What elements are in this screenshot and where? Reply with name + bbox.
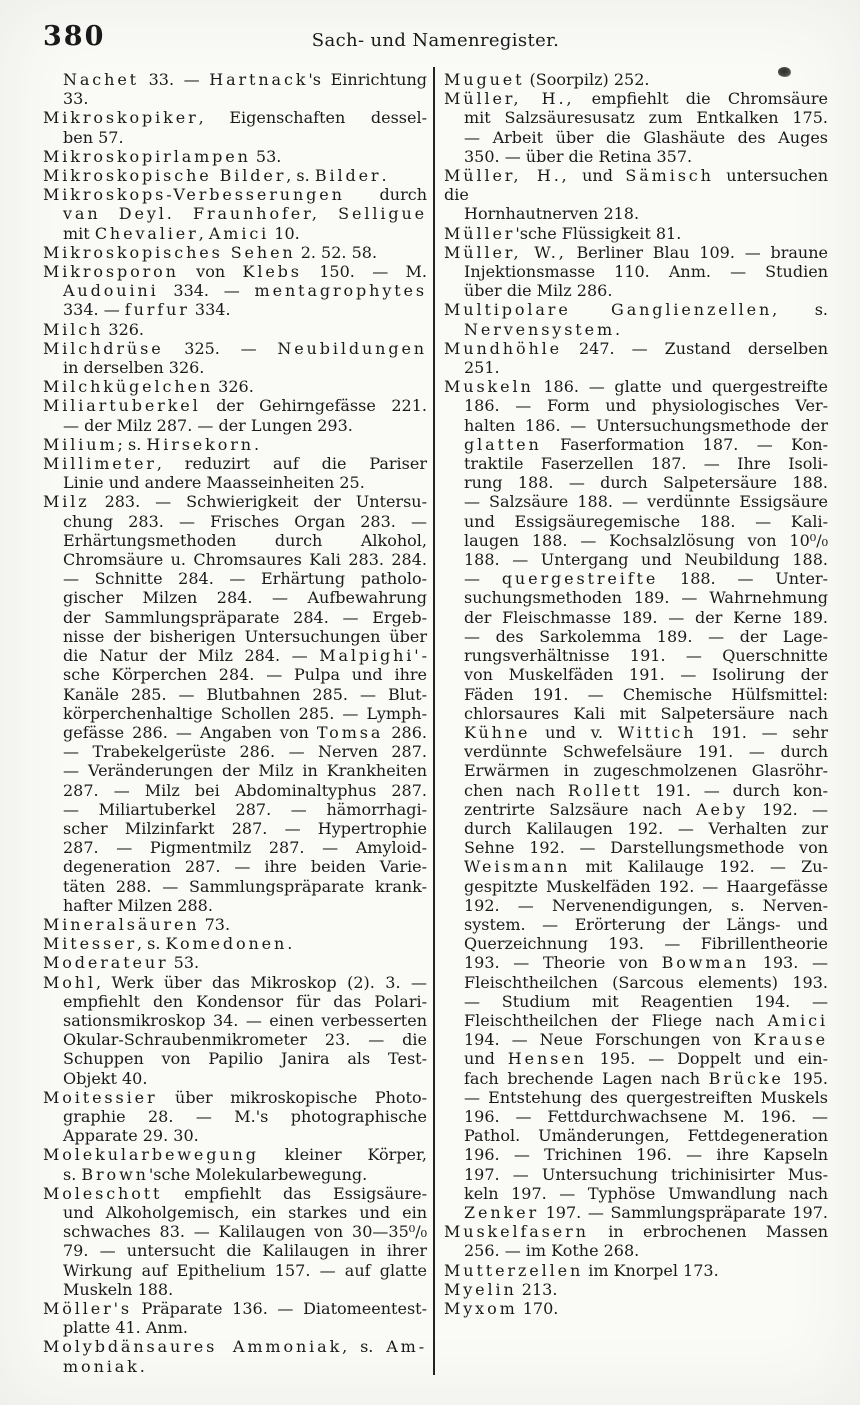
index-line: 194. — Neue Forschungen von Krause (464, 1030, 828, 1050)
index-line: 33. (63, 89, 89, 109)
index-line: Fäden 191. — Chemische Hülfsmittel: (464, 684, 828, 704)
index-line: 79. — untersucht die Kalilaugen in ihrer (63, 1241, 427, 1261)
index-line: ben 57. (63, 127, 124, 147)
index-line: von Muskelfäden 191. — Isolirung der (464, 665, 828, 685)
index-line: Moitessier über mikroskopische Photo- (43, 1087, 427, 1107)
index-line: Schuppen von Papilio Janira als Test- (63, 1049, 427, 1069)
index-line: Milch 326. (43, 319, 145, 339)
index-line: Nachet 33. — Hartnack's Einrichtung (63, 70, 428, 89)
index-line: 350. — über die Retina 357. (464, 146, 693, 166)
index-line: Wirkung auf Epithelium 157. — auf glatte (63, 1260, 427, 1280)
index-line: Miliartuberkel der Gehirngefässe 221. (43, 396, 427, 416)
index-line: 197. — Untersuchung trichinisirter Mus- (464, 1164, 828, 1184)
index-line: Millimeter, reduzirt auf die Pariser (43, 454, 427, 474)
index-column-left (43, 70, 427, 1376)
index-line: — des Sarkolemma 189. — der Lage- (464, 626, 828, 646)
index-line: Pathol. Umänderungen, Fettdegeneration (464, 1126, 828, 1146)
index-line: van Deyl. Fraunhofer, Selligue (63, 204, 427, 224)
index-line: gefässe 286. — Angaben von Tomsa 286. (63, 722, 427, 742)
index-line: chlorsaures Kali mit Salpetersäure nach (464, 703, 828, 723)
index-line: verdünnte Schwefelsäure 191. — durch (464, 742, 828, 762)
index-line: 196. — Fettdurchwachsene M. 196. — (464, 1106, 828, 1126)
index-line: Müller, H., empfiehlt die Chromsäure (444, 89, 828, 109)
index-line: Mikroskopisches Sehen 2. 52. 58. (43, 242, 378, 262)
index-line: Mundhöhle 247. — Zustand derselben (444, 338, 828, 358)
index-line: Objekt 40. (63, 1068, 148, 1088)
index-line: traktile Faserzellen 187. — Ihre Isoli- (464, 454, 828, 474)
index-line: Milchkügelchen 326. (43, 377, 254, 397)
index-line: Muskeln 188. (63, 1279, 174, 1299)
index-line: Milchdrüse 325. — Neubildungen (43, 338, 427, 358)
index-line: suchungsmethoden 189. — Wahrnehmung (464, 588, 828, 608)
index-line: — Entstehung des quergestreiften Muskels (464, 1087, 828, 1107)
index-line: Chromsäure u. Chromsaures Kali 283. 284. (63, 550, 427, 570)
index-line: Mikroskopirlampen 53. (43, 146, 282, 166)
index-line: 287. — Pigmentmilz 287. — Amyloid- (63, 838, 427, 858)
index-line: Möller's Präparate 136. — Diatomeentest- (43, 1299, 427, 1318)
index-line: 251. (464, 358, 500, 378)
index-line: mit Chevalier, Amici 10. (63, 223, 300, 243)
index-line: Injektionsmasse 110. Anm. — Studien (464, 262, 828, 282)
index-line: Apparate 29. 30. (63, 1126, 199, 1146)
index-line: über die Milz 286. (464, 281, 613, 301)
index-line: Mikroskopische Bilder, s. Bilder. (43, 166, 387, 186)
index-line: — Miliartuberkel 287. — hämorrhagi- (63, 799, 427, 819)
index-line: Milz 283. — Schwierigkeit der Untersu- (43, 492, 427, 512)
index-line: Fleischtheilchen der Fliege nach Amici (464, 1010, 828, 1030)
index-line: — Schnitte 284. — Erhärtung patholo- (63, 569, 427, 589)
index-line: rungsverhältnisse 191. — Querschnitte (464, 646, 828, 666)
index-line: Mikroskopiker, Eigenschaften dessel- (43, 108, 427, 128)
index-line: Querzeichnung 193. — Fibrillentheorie (464, 934, 828, 954)
index-line: der Fleischmasse 189. — der Kerne 189. (464, 607, 828, 627)
index-line: und Hensen 195. — Doppelt und ein- (464, 1049, 829, 1069)
index-line: Weismann mit Kalilauge 192. — Zu- (464, 857, 828, 877)
index-line: Myxom 170. (444, 1299, 559, 1318)
index-line: Mineralsäuren 73. (43, 914, 231, 934)
index-line: 287. — Milz bei Abdominaltyphus 287. (63, 780, 427, 800)
index-line: Moleschott empfiehlt das Essigsäure- (43, 1183, 427, 1203)
index-line: die Natur der Milz 284. — Malpighi'- (63, 646, 427, 666)
index-line: scher Milzinfarkt 287. — Hypertrophie (63, 818, 427, 838)
index-line: Myelin 213. (444, 1279, 558, 1299)
index-line: hafter Milzen 288. (63, 895, 213, 915)
index-line: glatten Faserformation 187. — Kon- (464, 434, 828, 454)
index-line: Moderateur 53. (43, 953, 200, 973)
index-line: nisse der bisherigen Untersuchungen über (63, 626, 427, 646)
index-line: Müller, H., und Sämisch untersuchen die (444, 166, 829, 205)
index-line: mit Salzsäuresusatz zum Entkalken 175. (464, 108, 828, 128)
index-line: empfiehlt den Kondensor für das Polari- (63, 991, 427, 1011)
index-line: Molekularbewegung kleiner Körper, (43, 1145, 427, 1165)
index-line: Mitesser, s. Komedonen. (43, 934, 293, 954)
index-line: Linie und andere Maasseinheiten 25. (63, 473, 365, 493)
index-line: degeneration 287. — ihre beiden Varie- (63, 857, 427, 877)
index-line: Kühne und v. Wittich 191. — sehr (464, 722, 829, 742)
index-line: der Sammlungspräparate 284. — Ergeb- (63, 607, 427, 627)
index-line: halten 186. — Untersuchungsmethode der (464, 415, 828, 435)
index-line: zentrirte Salzsäure nach Aeby 192. — (464, 799, 829, 819)
index-line: täten 288. — Sammlungspräparate krank- (63, 876, 427, 896)
index-line: Müller, W., Berliner Blau 109. — braune (444, 242, 828, 262)
index-line: 186. — Form und physiologisches Ver- (464, 396, 828, 416)
index-line: Nervensystem. (464, 319, 621, 339)
index-line: Molybdänsaures Ammoniak, s. Am- (43, 1337, 427, 1357)
index-line: schwaches 83. — Kalilaugen von 30—35⁰/₀ (63, 1222, 427, 1242)
index-line: — Veränderungen der Milz in Krankheiten (63, 761, 427, 781)
index-line: laugen 188. — Kochsalzlösung von 10⁰/₀ (464, 530, 828, 550)
index-line: Mikroskops-Verbesserungen durch (43, 185, 427, 205)
index-line: in derselben 326. (63, 358, 205, 378)
index-line: s. Brown'sche Molekularbewegung. (63, 1164, 368, 1184)
index-line: Milium; s. Hirsekorn. (43, 434, 260, 454)
index-line: — der Milz 287. — der Lungen 293. (63, 415, 353, 435)
index-line: — quergestreifte 188. — Unter- (464, 569, 828, 589)
index-line: 188. — Untergang und Neubildung 188. (464, 550, 828, 570)
index-line: Erwärmen in zugeschmolzenen Glasröhr- (464, 761, 828, 781)
index-line: Erhärtungsmethoden durch Alkohol, (63, 530, 427, 550)
index-line: durch Kalilaugen 192. — Verhalten zur (464, 818, 828, 838)
index-line: Multipolare Ganglienzellen, s. (444, 300, 828, 320)
index-line: — Trabekelgerüste 286. — Nerven 287. (63, 742, 427, 762)
index-line: Muskeln 186. — glatte und quergestreifte (444, 377, 828, 397)
index-line: 256. — im Kothe 268. (464, 1241, 640, 1261)
index-line: Audouini 334. — mentagrophytes (63, 281, 427, 301)
index-line: 193. — Theorie von Bowman 193. — (464, 953, 828, 973)
index-line: graphie 28. — M.'s photographische (63, 1106, 427, 1126)
column-divider (433, 67, 435, 1375)
index-line: sationsmikroskop 34. — einen verbesserten (63, 1010, 427, 1030)
page-header (43, 22, 828, 56)
index-line: und Alkoholgemisch, ein starkes und ein (63, 1202, 427, 1222)
index-line: Hornhautnerven 218. (464, 204, 640, 224)
index-line: chen nach Rollett 191. — durch kon- (464, 780, 828, 800)
index-line: moniak. (63, 1356, 145, 1376)
index-line: Sehne 192. — Darstellungsmethode von (464, 838, 828, 858)
index-line: 334. — furfur 334. (63, 300, 231, 320)
index-line: platte 41. Anm. (63, 1318, 188, 1338)
index-line: chung 283. — Frisches Organ 283. — (63, 511, 427, 531)
running-title: Sach- und Namenregister. (311, 30, 560, 51)
index-line: Muskelfasern in erbrochenen Massen (444, 1222, 828, 1242)
index-line: gespitzte Muskelfäden 192. — Haargefässe (464, 876, 828, 896)
index-line: Mikrosporon von Klebs 150. — M. (43, 262, 427, 282)
index-line: Müller'sche Flüssigkeit 81. (444, 223, 682, 243)
index-line: — Salzsäure 188. — verdünnte Essigsäure (464, 492, 828, 512)
index-line: keln 197. — Typhöse Umwandlung nach (464, 1183, 828, 1203)
index-line: fach brechende Lagen nach Brücke 195. (464, 1068, 828, 1088)
index-line: — Studium mit Reagentien 194. — (464, 991, 828, 1011)
index-line: 192. — Nervenendigungen, s. Nerven- (464, 895, 828, 915)
index-line: rung 188. — durch Salpetersäure 188. (464, 473, 828, 493)
index-line: Mutterzellen im Knorpel 173. (444, 1260, 719, 1280)
index-line: Kanäle 285. — Blutbahnen 285. — Blut- (63, 684, 427, 704)
index-line: Zenker 197. — Sammlungspräparate 197. (464, 1202, 828, 1222)
page-number: 380 (43, 21, 106, 52)
index-line: Mohl, Werk über das Mikroskop (2). 3. — (43, 972, 427, 992)
index-column-right (444, 70, 828, 1318)
index-line: und Essigsäuregemische 188. — Kali- (464, 511, 828, 531)
index-line: 196. — Trichinen 196. — ihre Kapseln (464, 1145, 828, 1165)
index-line: körperchenhaltige Schollen 285. — Lymph- (63, 703, 427, 723)
index-line: Okular-Schraubenmikrometer 23. — die (63, 1030, 427, 1050)
index-line: sche Körperchen 284. — Pulpa und ihre (63, 665, 427, 685)
index-line: Muguet (Soorpilz) 252. (444, 70, 650, 89)
index-line: gischer Milzen 284. — Aufbewahrung (63, 588, 427, 608)
index-line: system. — Erörterung der Längs- und (464, 914, 828, 934)
index-line: Fleischtheilchen (Sarcous elements) 193. (464, 972, 828, 992)
index-line: — Arbeit über die Glashäute des Auges (464, 127, 828, 147)
